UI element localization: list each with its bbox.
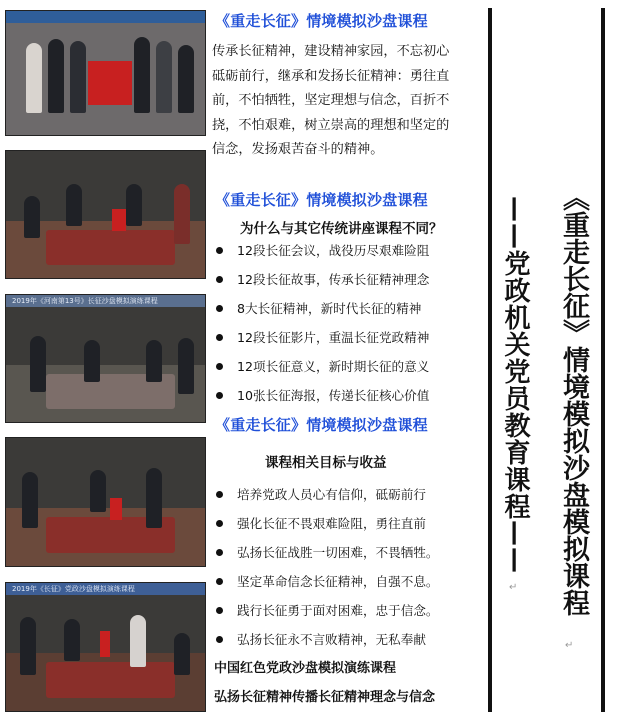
list-item-text: 强化长征不畏艰难险阻，勇往直前 [237,516,426,531]
list-item [215,538,439,567]
list-item [215,323,429,352]
list-item [215,381,429,410]
group-photo-with-flag [5,10,206,136]
list-item-text: 弘扬长征战胜一切困难，不畏牺牲。 [237,545,439,560]
bullet-icon [216,549,223,556]
bullet-icon [216,334,223,341]
paragraph-line: 信念，发扬艰苦奋斗的精神。 [212,142,384,157]
bullet-icon [216,607,223,614]
section3-bullet-list [215,480,439,654]
list-item [215,567,439,596]
photo-caption: 2019年《长征》党政沙盘模拟演练课程 [12,585,135,593]
paragraph-line: 砥砺前行，继承和发扬长征精神：勇往直 [212,68,450,84]
sidebar-title: 《重走长征》情境模拟沙盘模拟课程 [558,184,589,616]
group-discussion-photo [5,437,206,567]
workshop-photo [5,582,206,712]
list-item [215,625,439,654]
section1-heading: 《重走长征》情境模拟沙盘课程 [215,12,428,30]
list-item [215,265,429,294]
classroom-photo-sandbox [5,150,206,279]
training-hall-photo [5,294,206,423]
bullet-icon [216,276,223,283]
list-item [215,294,429,323]
bullet-icon [216,392,223,399]
bullet-icon [216,636,223,643]
footer-line-2: 弘扬长征精神传播长征精神理念与信念 [214,690,436,705]
list-item [215,596,439,625]
section2-heading: 《重走长征》情境模拟沙盘课程 [215,191,428,209]
bullet-icon [216,520,223,527]
footer-line-1: 中国红色党政沙盘模拟演练课程 [214,661,397,676]
section2-subheading: 为什么与其它传统讲座课程不同？ [240,221,443,237]
list-item-text: 8大长征精神，新时代长征的精神 [237,301,422,316]
bullet-icon [216,491,223,498]
list-item-text: 12段长征影片，重温长征党政精神 [237,330,430,345]
section3-subheading: 课程相关目标与收益 [265,455,387,471]
list-item-text: 培养党政人员心有信仰，砥砺前行 [237,487,426,502]
bullet-icon [216,247,223,254]
list-item-text: 坚定革命信念长征精神，自强不息。 [237,574,439,589]
list-item-text: 弘扬长征永不言败精神，无私奉献 [237,632,426,647]
paragraph-line: 传承长征精神，建设精神家园，不忘初心 [212,44,450,59]
vertical-divider [601,8,605,712]
paragraph-line: 前，不怕牺牲，坚定理想与信念，百折不 [212,93,450,108]
sidebar-subtitle: ——党政机关党员教育课程—— [500,196,530,574]
list-item [215,509,439,538]
list-item-text: 12项长征意义，新时期长征的意义 [237,359,430,374]
section1-paragraph [212,40,474,163]
section3-heading: 《重走长征》情境模拟沙盘课程 [215,416,428,434]
list-item-text: 践行长征勇于面对困难，忠于信念。 [237,603,439,618]
section2-bullet-list [215,236,429,410]
bullet-icon [216,578,223,585]
paragraph-mark-icon: ↵ [565,640,574,651]
list-item [215,352,429,381]
list-item [215,480,439,509]
list-item [215,236,429,265]
paragraph-mark-icon: ↵ [509,582,518,593]
bullet-icon [216,305,223,312]
paragraph-line: 挠，不怕艰难，树立崇高的理想和坚定的 [212,117,450,133]
list-item-text: 12段长征会议，战役历尽艰难险阻 [237,243,430,258]
list-item-text: 12段长征故事，传承长征精神理念 [237,272,430,287]
photo-caption: 2019年《河南第13号》长征沙盘模拟演练课程 [12,297,158,305]
list-item-text: 10张长征海报，传递长征核心价值 [237,388,430,403]
bullet-icon [216,363,223,370]
vertical-divider [488,8,492,712]
